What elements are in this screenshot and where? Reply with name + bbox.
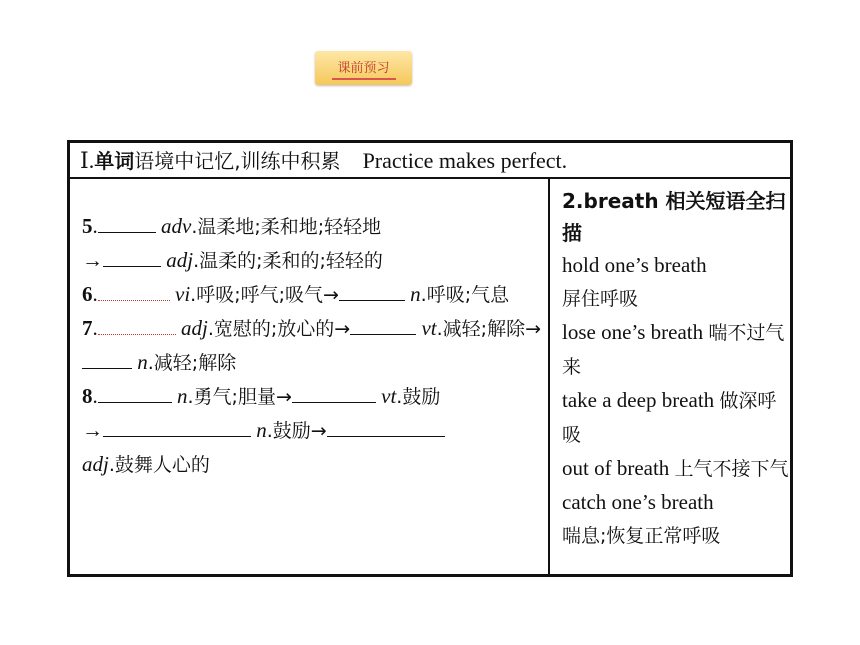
phrase-item	[562, 316, 792, 384]
definition: .呼吸;气息	[420, 284, 510, 306]
badge-underline	[332, 78, 396, 80]
phrase-cn: 做深呼吸	[562, 390, 777, 446]
pos-label: n	[137, 350, 148, 374]
item-5: 5. adv.温柔地;柔和地;轻轻地 → adj.温柔的;柔和的;轻轻的	[82, 214, 383, 272]
pos-label: n	[256, 418, 267, 442]
right-column	[562, 185, 792, 553]
pos-label: vt	[381, 384, 397, 408]
pos-label: vi	[175, 282, 191, 306]
phrase-item	[562, 249, 792, 316]
pos-label: vt	[421, 316, 437, 340]
phrase-item	[562, 452, 792, 486]
definition: .温柔地;柔和地;轻轻地	[191, 216, 382, 238]
item-number: 6	[82, 282, 93, 306]
header-prefix: Ⅰ.	[80, 148, 95, 173]
left-column	[82, 210, 542, 482]
definition: .鼓舞人心的	[108, 454, 210, 476]
item-number: 8	[82, 384, 93, 408]
answer-blank	[292, 382, 376, 403]
header-title-cn: 语境中记忆,训练中积累	[134, 149, 341, 173]
phrase-en: lose one’s breath	[562, 320, 704, 344]
column-divider	[548, 179, 550, 574]
answer-blank	[98, 212, 156, 233]
section-badge	[315, 51, 412, 85]
pos-label: n	[410, 282, 421, 306]
answer-blank	[339, 280, 405, 301]
item-8: 8. n.勇气;胆量→ vt.鼓励 → n.鼓励→ adj.鼓舞人心的	[82, 380, 542, 482]
phrase-cn: 喘息;恢复正常呼吸	[562, 525, 721, 547]
phrase-en: take a deep breath	[562, 388, 715, 412]
arrow: →	[82, 418, 103, 442]
item-6: 6. vi.呼吸;呼气;吸气→ n.呼吸;气息	[82, 282, 510, 306]
arrow: →	[82, 248, 103, 272]
definition: .鼓励	[396, 386, 441, 408]
pos-label: adv	[161, 214, 192, 238]
phrase-en: catch one’s breath	[562, 490, 714, 514]
definition: .减轻;解除→	[436, 318, 541, 340]
definition: .宽慰的;放心的→	[207, 318, 351, 340]
answer-blank	[103, 416, 251, 437]
answer-blank	[103, 246, 161, 267]
answer-blank	[98, 382, 172, 403]
definition: .减轻;解除	[147, 352, 237, 374]
pos-label: adj	[166, 248, 194, 272]
answer-blank	[327, 416, 445, 437]
phrases-title: 2.breath 相关短语全扫描	[562, 189, 786, 245]
header-title-en: Practice makes perfect.	[362, 148, 568, 173]
vocab-table	[67, 140, 793, 577]
answer-blank	[82, 348, 132, 369]
phrase-item	[562, 486, 792, 553]
item-number: 7	[82, 316, 93, 340]
item-7: 7. adj.宽慰的;放心的→ vt.减轻;解除→ n.减轻;解除	[82, 316, 541, 374]
answer-blank	[98, 314, 176, 335]
phrase-en: out of breath	[562, 456, 670, 480]
definition: .鼓励→	[266, 420, 327, 442]
item-number: 5	[82, 214, 93, 238]
header-title-bold: 单词	[94, 149, 135, 173]
pos-label: n	[177, 384, 188, 408]
definition: .勇气;胆量→	[187, 386, 292, 408]
pos-label: adj	[181, 316, 208, 340]
definition: .呼吸;呼气;吸气→	[190, 284, 339, 306]
table-header	[70, 143, 790, 179]
badge-label: 课前预习	[337, 60, 390, 76]
phrase-item	[562, 384, 792, 452]
phrase-cn: 屏住呼吸	[562, 288, 639, 310]
answer-blank	[350, 314, 416, 335]
answer-blank	[98, 280, 170, 301]
phrase-cn: 上气不接下气	[674, 458, 789, 480]
phrase-cn: 喘不过气来	[562, 322, 785, 378]
pos-label: adj	[82, 452, 109, 476]
phrase-en: hold one’s breath	[562, 253, 707, 277]
definition: .温柔的;柔和的;轻轻的	[193, 250, 383, 272]
